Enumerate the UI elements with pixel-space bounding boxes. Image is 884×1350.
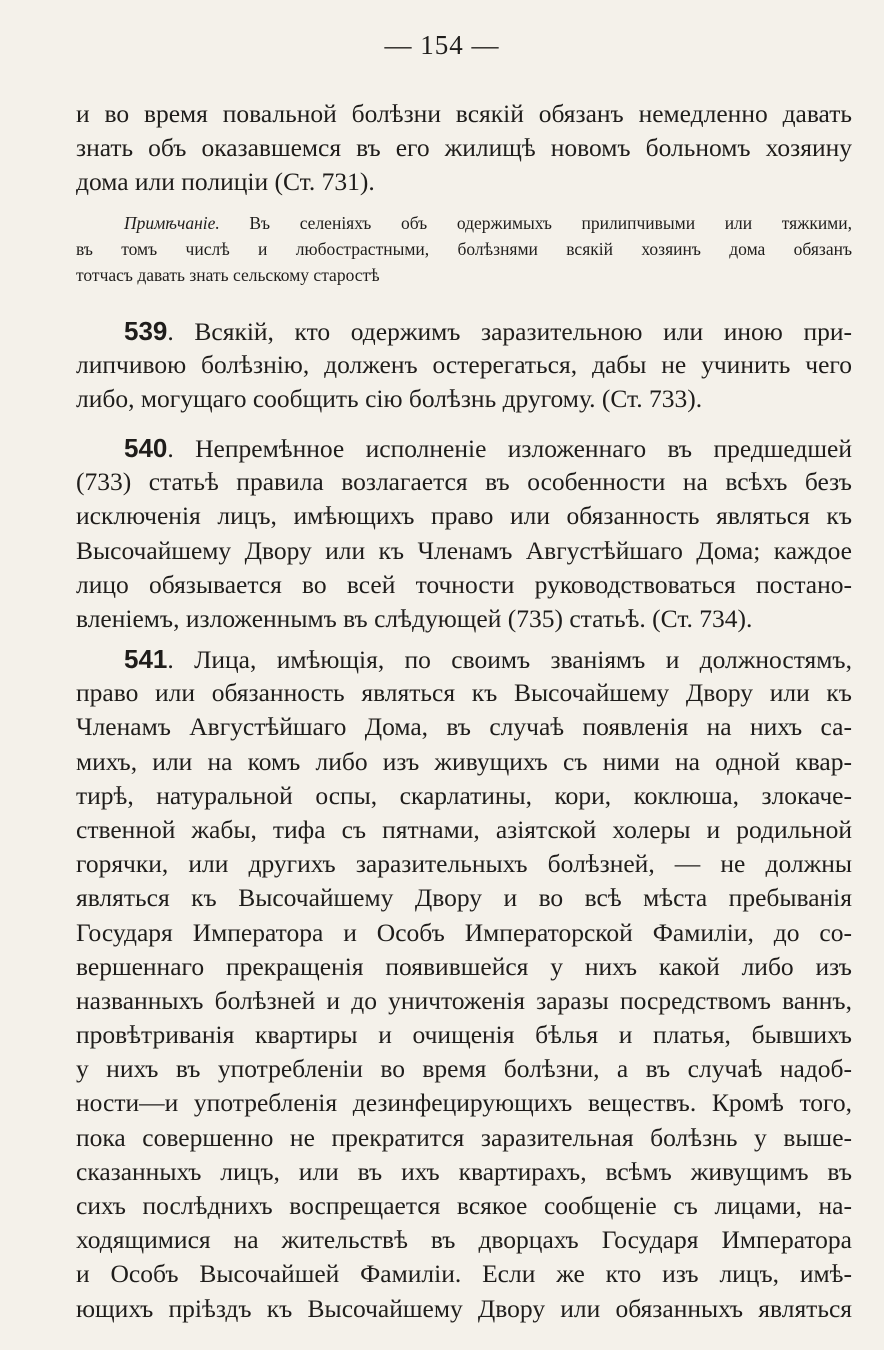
text-line: сказанныхъ лицъ, или въ ихъ квартирахъ, всѣмъ живущимъ въ (76, 1156, 852, 1186)
note-paragraph (76, 210, 852, 288)
article-539 (76, 314, 852, 417)
text-line: дома или полиціи (Ст. 731). (76, 167, 375, 197)
article-number: 540 (124, 433, 168, 463)
text-line: (733) статьѣ правила возлагается въ особенности на всѣхъ безъ (76, 467, 852, 497)
text-line: провѣтриванія квартиры и очищенія бѣлья и платья, бывшихъ (76, 1020, 852, 1050)
text-line: михъ, или на комъ либо изъ живущихъ съ ними на одной квар- (76, 746, 852, 776)
text-line: въ томъ числѣ и любострастными, болѣзнями всякій хозяинъ дома обязанъ (76, 239, 852, 259)
article-540 (76, 431, 852, 636)
text-line: вленіемъ, изложеннымъ въ слѣдующей (735) статьѣ. (Ст. 734). (76, 603, 753, 633)
text-line: право или обязанность являться къ Высочайшему Двору или къ (76, 678, 852, 708)
text-line: знать объ оказавшемся въ его жилищѣ новомъ больномъ хозяину (76, 133, 852, 163)
article-number: 539 (124, 316, 168, 346)
text-line: либо, могущаго сообщить сію болѣзнь другому. (Ст. 733). (76, 384, 703, 414)
text-line: ственной жабы, тифа съ пятнами, азіятской холеры и родильной (76, 814, 852, 844)
text-line: пока совершенно не прекратится заразительная болѣзнь у выше- (76, 1122, 852, 1152)
text-line (76, 431, 852, 465)
text-line: сихъ послѣднихъ воспрещается всякое сообщеніе съ лицами, на- (76, 1191, 852, 1220)
intro-paragraph (76, 97, 852, 200)
note-text: Въ селеніяхъ объ одержимыхъ прилипчивыми или тяжкими, (249, 213, 852, 233)
text-line: Государя Императора и Особъ Императорской Фамиліи, до со- (76, 917, 852, 947)
text-line: ходящимися на жительствѣ въ дворцахъ Государя Императора (76, 1225, 852, 1255)
text-line: Высочайшему Двору или къ Членамъ Августѣйшаго Дома; каждое (76, 535, 852, 565)
text-line (76, 642, 852, 676)
text-line: ющихъ пріѣздъ къ Высочайшему Двору или обязанныхъ являться (76, 1293, 852, 1323)
article-541 (76, 642, 852, 1326)
text-line: липчивою болѣзнію, долженъ остерегаться, дабы не учинить чего (76, 350, 852, 380)
text-line (76, 314, 852, 348)
text-line: горячки, или другихъ заразительныхъ болѣзней, — не должны (76, 849, 852, 879)
article-text: . Непремѣнное исполненіе изложеннаго въ предшедшей (167, 434, 852, 463)
text-line: и Особъ Высочайшей Фамиліи. Если же кто изъ лицъ, имѣ- (76, 1259, 852, 1289)
text-line: Членамъ Августѣйшаго Дома, въ случаѣ появленія на нихъ са- (76, 712, 852, 742)
text-line: вершеннаго прекращенія появившейся у нихъ какой либо изъ (76, 951, 852, 981)
text-line: тирѣ, натуральной оспы, скарлатины, кори, коклюша, злокаче- (76, 780, 852, 810)
text-line: исключенія лицъ, имѣющихъ право или обязанность являться къ (76, 501, 852, 531)
article-number: 541 (124, 644, 168, 674)
text-line: тотчасъ давать знать сельскому старостѣ (76, 265, 380, 285)
text-line: лицо обязывается во всей точности руководствоваться постано- (76, 569, 852, 599)
text-line: у нихъ въ употребленіи во время болѣзни, а въ случаѣ надоб- (76, 1054, 852, 1084)
article-text: . Всякій, кто одержимъ заразительною или иною при- (167, 317, 852, 346)
text-line: являться къ Высочайшему Двору и во всѣ мѣста пребыванія (76, 883, 852, 913)
text-line: названныхъ болѣзней и до уничтоженія заразы посредствомъ ваннъ, (76, 985, 852, 1015)
text-line: и во время повальной болѣзни всякій обязанъ немедленно давать (76, 99, 852, 128)
text-line: ности—и употребленія дезинфецирующихъ веществъ. Кромѣ того, (76, 1088, 852, 1118)
text-line (76, 210, 852, 236)
article-text: . Лица, имѣющія, по своимъ званіямъ и должностямъ, (167, 645, 852, 674)
note-label: Примѣчаніе. (124, 213, 220, 233)
page-number: — 154 — (384, 30, 500, 60)
